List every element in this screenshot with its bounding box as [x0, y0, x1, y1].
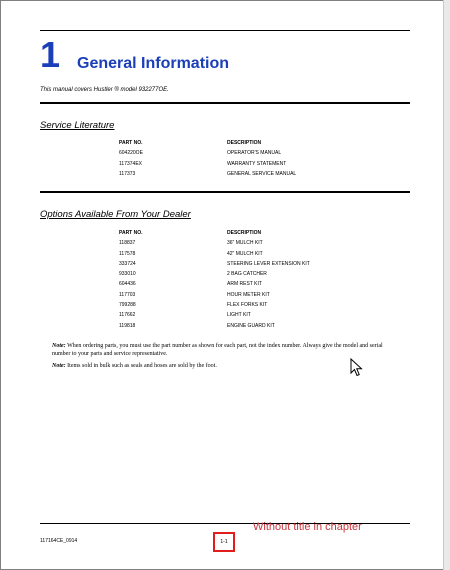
- part-description: 36" MULCH KIT: [227, 240, 263, 247]
- table-row: [119, 150, 387, 160]
- page-number-highlight: [213, 532, 235, 552]
- table-row: [119, 171, 387, 181]
- annotation-note: Without title in chapter: [253, 521, 362, 533]
- note-text: Items sold in bulk such as seals and hoses are sold by the foot.: [67, 363, 217, 369]
- part-number: 333724: [119, 260, 136, 267]
- note-label: Note:: [52, 343, 66, 349]
- mouse-pointer-icon: [350, 358, 364, 378]
- part-description: LIGHT KIT: [227, 312, 251, 319]
- section-rule-2: [40, 191, 410, 193]
- part-number: 119818: [119, 322, 136, 329]
- service-literature-heading: Service Literature: [40, 120, 115, 131]
- top-rule: [40, 30, 410, 31]
- table-row: [119, 271, 387, 281]
- note-paragraph: [52, 342, 402, 358]
- table-row: [119, 323, 387, 333]
- table-row: [119, 281, 387, 291]
- col-part-header: PART NO.: [119, 230, 143, 236]
- part-number: 118837: [119, 240, 136, 247]
- part-number: 933010: [119, 271, 136, 278]
- part-description: 42" MULCH KIT: [227, 250, 263, 257]
- table-row: [119, 240, 387, 250]
- table-row: [119, 261, 387, 271]
- section-rule-1: [40, 102, 410, 104]
- table-row: [119, 302, 387, 312]
- service-literature-table: [119, 140, 387, 181]
- part-description: ARM REST KIT: [227, 281, 262, 288]
- part-description: HOUR METER KIT: [227, 291, 270, 298]
- note-label: Note:: [52, 363, 66, 369]
- table-row: [119, 161, 387, 171]
- part-description: GENERAL SERVICE MANUAL: [227, 170, 297, 177]
- options-heading: Options Available From Your Dealer: [40, 209, 191, 220]
- chapter-number: 1: [40, 34, 61, 75]
- part-number: 604436: [119, 281, 136, 288]
- part-number: 799288: [119, 302, 136, 309]
- part-description: ENGINE GUARD KIT: [227, 322, 275, 329]
- part-description: 2 BAG CATCHER: [227, 271, 267, 278]
- page-number: 1-1: [220, 539, 228, 545]
- table-header-row: [119, 230, 387, 240]
- page-edge-shadow: [443, 0, 450, 570]
- intro-text: This manual covers Hustler ® model 932277OE.: [40, 87, 169, 93]
- part-number: 117374EX: [119, 160, 142, 167]
- chapter-title: General Information: [77, 55, 230, 72]
- col-desc-header: DESCRIPTION: [227, 140, 262, 146]
- part-description: OPERATOR'S MANUAL: [227, 150, 282, 157]
- col-desc-header: DESCRIPTION: [227, 230, 262, 236]
- part-number: 604220OE: [119, 150, 143, 157]
- part-number: 117578: [119, 250, 136, 257]
- table-row: [119, 251, 387, 261]
- part-number: 117662: [119, 312, 136, 319]
- part-description: WARRANTY STATEMENT: [227, 160, 287, 167]
- footer-doc-code: 117164CE_0914: [40, 538, 78, 544]
- part-description: STEERING LEVER EXTENSION KIT: [227, 260, 310, 267]
- part-description: FLEX FORKS KIT: [227, 302, 268, 309]
- note-text: When ordering parts, you must use the part number as shown for each part, not the index number. Always give the model and serial number to your parts and service representative.: [52, 343, 383, 357]
- part-number: 117703: [119, 291, 136, 298]
- options-table: [119, 230, 387, 333]
- col-part-header: PART NO.: [119, 140, 143, 146]
- part-number: 117373: [119, 170, 136, 177]
- table-header-row: [119, 140, 387, 150]
- table-row: [119, 292, 387, 302]
- table-row: [119, 312, 387, 322]
